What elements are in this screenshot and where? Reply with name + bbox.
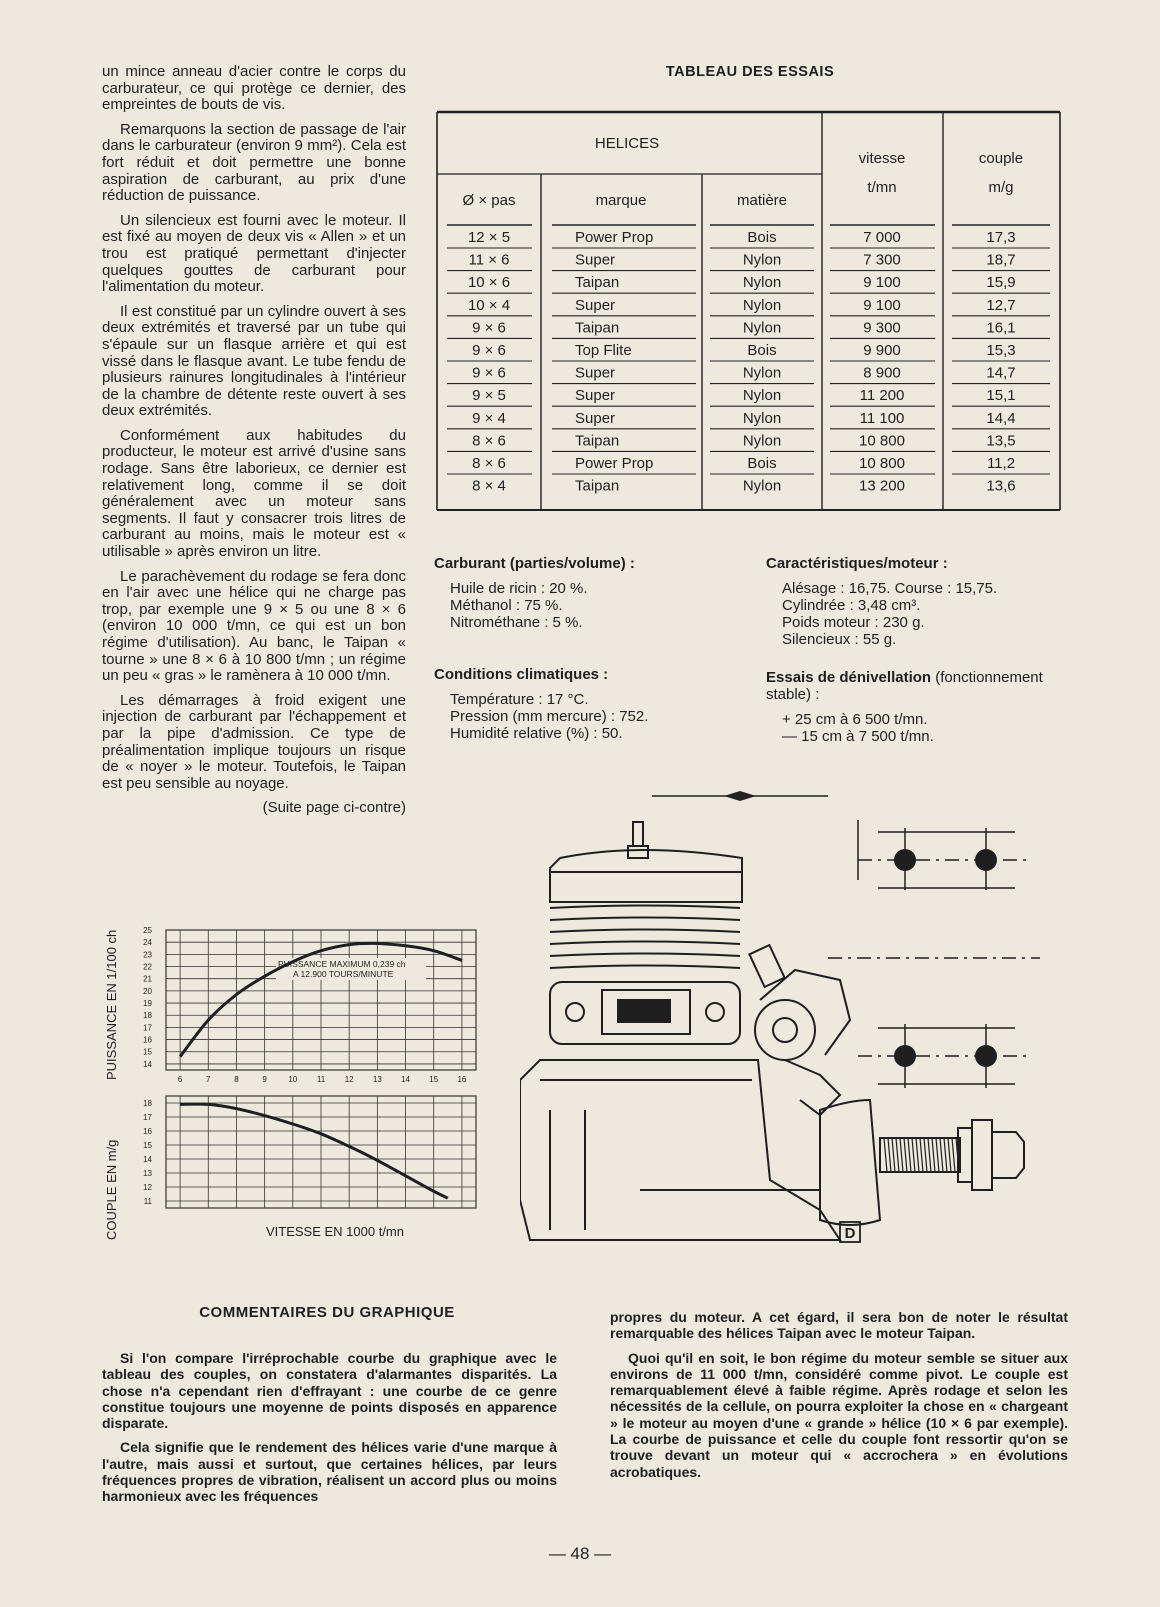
table-cell: Taipan	[575, 432, 620, 450]
table-cell: 9 × 4	[472, 409, 506, 427]
table-cell: Taipan	[575, 274, 620, 292]
table-cell: 10 × 4	[467, 296, 511, 314]
paragraph: Quoi qu'il en soit, le bon régime du moteur semble se situer aux environs de 11 000 t/mn, considéré comme pivot. Le couple est remarquablement élevé à faible régime. Après rodage et selon les nécessités de la cellule, on pourra exploiter la chose en « chargeant » le moteur au moyen d'une « grande » hélice (10 × 6 par exemple). La courbe de puissance et celle du couple font ressortir qu'on se trouve devant un moteur qui « accrochera » en évolutions acrobatiques.	[610, 1349, 1068, 1480]
table-cell: 9 × 5	[472, 387, 506, 405]
y-tick-label: 25	[143, 926, 152, 935]
table-cell: 13 200	[859, 477, 905, 495]
table-cell: 10 800	[859, 432, 905, 450]
x-tick-label: 14	[401, 1075, 410, 1084]
graph-annotation: A 12.900 TOURS/MINUTE	[293, 969, 394, 979]
x-tick-label: 13	[372, 1075, 382, 1084]
table-header-brand: marque	[595, 192, 647, 209]
table-cell: Nylon	[742, 296, 782, 314]
table-cell: Nylon	[742, 319, 782, 337]
y-tick-label: 15	[143, 1141, 152, 1150]
left-column-text	[102, 64, 406, 817]
table-cell: 8 × 4	[472, 477, 506, 495]
y-tick-label: 15	[143, 1047, 152, 1057]
table-cell: 10 × 6	[467, 274, 511, 292]
y-tick-label: 16	[143, 1127, 152, 1136]
table-cell: Nylon	[742, 409, 782, 427]
y-tick-label: 12	[143, 1183, 152, 1192]
torque-curve	[180, 1104, 448, 1198]
specs-item: Cylindrée : 3,48 cm³.	[782, 597, 921, 614]
table-cell: 9 × 6	[472, 342, 506, 359]
table-cell: 9 × 6	[472, 364, 506, 382]
fuel-title: Carburant (parties/volume) :	[434, 555, 635, 572]
table-cell: 9 100	[863, 274, 901, 292]
table-cell: 9 300	[863, 319, 901, 337]
page-number: — 48 —	[548, 1544, 612, 1563]
lower-y-label: COUPLE EN m/g	[104, 1139, 119, 1240]
section-divider	[650, 790, 830, 802]
climate-item: Température : 17 °C.	[450, 691, 589, 708]
y-tick-label: 19	[143, 999, 152, 1009]
paragraph: Cela signifie que le rendement des hélices varie d'une marque à l'autre, mais aussi et surtout, que certaines hélices, par leurs fréquences propres de vibration, réalisent un accord plus ou moins harmonieux avec les fréquences	[102, 1439, 557, 1505]
x-tick-label: 8	[234, 1075, 239, 1084]
table-unit-torque: m/g	[988, 179, 1014, 196]
y-tick-label: 16	[143, 1035, 152, 1045]
y-tick-label: 18	[143, 1011, 152, 1021]
paragraph: un mince anneau d'acier contre le corps du carburateur, ce qui protège ce dernier, des empreintes de bouts de vis.	[102, 63, 406, 114]
table-cell: 18,7	[986, 251, 1016, 269]
table-cell: Super	[575, 387, 616, 405]
table-cell: 7 300	[863, 251, 901, 269]
table-cell: Top Flite	[575, 342, 632, 359]
table-unit-speed: t/mn	[867, 179, 897, 196]
table-header-torque: couple	[978, 150, 1024, 167]
x-tick-label: 9	[262, 1075, 267, 1084]
table-cell: 12 × 5	[467, 229, 511, 246]
table-cell: 16,1	[986, 319, 1016, 337]
table-cell: 11,2	[986, 455, 1016, 472]
table-cell: Bois	[747, 229, 777, 246]
fuel-section	[434, 555, 734, 631]
continuation-note: (Suite page ci-contre)	[262, 799, 406, 817]
table-cell: Nylon	[742, 387, 782, 405]
table-header-diameter: Ø × pas	[462, 192, 516, 209]
y-tick-label: 20	[143, 986, 152, 996]
x-tick-label: 11	[316, 1075, 326, 1084]
tests-table	[430, 108, 1066, 512]
table-cell: Nylon	[742, 274, 782, 292]
x-tick-label: 12	[344, 1075, 354, 1084]
table-cell: 12,7	[986, 296, 1016, 314]
climate-item: Humidité relative (%) : 50.	[450, 725, 623, 742]
table-cell: 13,6	[986, 477, 1016, 495]
y-tick-label: 14	[143, 1155, 152, 1164]
table-header-material: matière	[736, 192, 788, 209]
climate-section	[434, 666, 734, 742]
table-title: TABLEAU DES ESSAIS	[665, 64, 835, 80]
fuel-item: Huile de ricin : 20 %.	[450, 580, 588, 597]
x-tick-label: 15	[429, 1075, 439, 1084]
table-cell: Bois	[747, 455, 777, 472]
table-cell: Nylon	[742, 432, 782, 450]
table-cell: Bois	[747, 342, 777, 359]
table-cell: Nylon	[742, 251, 782, 269]
table-cell: Nylon	[742, 477, 782, 495]
table-cell: Super	[575, 251, 616, 269]
engine-drawing	[520, 820, 1100, 1260]
graph-annotation: PUISSANCE MAXIMUM 0,239 ch	[278, 959, 406, 969]
paragraph: Un silencieux est fourni avec le moteur. Il est fixé au moyen de deux vis « Allen » et un trou est pratiqué permettant d'injecter quelques gouttes de carburant pour l'alimentation du moteur.	[102, 211, 406, 296]
paragraph: Si l'on compare l'irréprochable courbe du graphique avec le tableau des couples, on constatera d'alarmantes disparités. La chose n'a cependant rien d'effrayant : une courbe de ce genre constitue toujours une moyenne de points disposés en apparence disparate.	[102, 1350, 557, 1432]
specs-item: Alésage : 16,75. Course : 15,75.	[782, 580, 998, 597]
table-cell: Super	[575, 409, 616, 427]
table-cell: 10 800	[859, 455, 905, 472]
y-tick-label: 17	[143, 1113, 152, 1122]
table-cell: 7 000	[863, 229, 901, 246]
y-tick-label: 24	[143, 938, 152, 948]
table-cell: 15,3	[986, 342, 1016, 359]
y-tick-label: 17	[143, 1023, 152, 1033]
elevation-item: — 15 cm à 7 500 t/mn.	[782, 728, 934, 745]
specs-item: Silencieux : 55 g.	[782, 631, 897, 648]
x-tick-label: 6	[177, 1075, 183, 1084]
paragraph: Il est constitué par un cylindre ouvert à ses deux extrémités et traversé par un tube qui s'épaule sur un flasque arrière et qui est vissé dans le flasque avant. Le tube fendu de plusieurs rainures longitudinales à l'intérieur de la chambre de détente reste ouvert à ses deux extrémités.	[102, 302, 406, 420]
paragraph: Conformément aux habitudes du producteur, le moteur est arrivé d'usine sans rodage. Sans être laborieux, ce dernier est relativement long, comme il se doit généralement avec un moteur sans segments. Il faut y consacrer trois litres de carburant au moins, mais le moteur est « utilisable » après environ un litre.	[102, 426, 406, 561]
y-tick-label: 11	[143, 1197, 152, 1206]
elevation-title: Essais de dénivellation	[766, 669, 932, 686]
y-tick-label: 23	[143, 950, 152, 960]
upper-y-label: PUISSANCE EN 1/100 ch	[104, 929, 119, 1080]
table-cell: Super	[575, 296, 616, 314]
table-cell: Nylon	[742, 364, 782, 382]
paragraph: Remarquons la section de passage de l'air dans le carburateur (environ 9 mm²). Cela est fort réduit et doit permettre une bonne aspiration de carburant, au prix d'une réduction de puissance.	[102, 120, 406, 205]
elevation-title-rest: (fonctionnement stable) :	[766, 669, 1043, 703]
y-tick-label: 18	[143, 1099, 152, 1108]
climate-title: Conditions climatiques :	[434, 666, 609, 683]
y-tick-label: 21	[143, 974, 152, 984]
commentary-title: COMMENTAIRES DU GRAPHIQUE	[199, 1304, 455, 1321]
table-cell: Super	[575, 364, 616, 382]
elevation-section	[766, 669, 1076, 745]
table-cell: 9 900	[863, 342, 901, 359]
table-cell: 8 × 6	[472, 455, 506, 472]
table-cell: 14,7	[986, 364, 1016, 382]
elevation-item: + 25 cm à 6 500 t/mn.	[782, 711, 928, 728]
table-cell: 15,9	[986, 274, 1016, 292]
table-cell: Taipan	[575, 319, 620, 337]
table-cell: Taipan	[575, 477, 620, 495]
y-tick-label: 13	[143, 1169, 152, 1178]
table-cell: 17,3	[986, 229, 1016, 246]
performance-graph	[100, 920, 500, 1272]
table-cell: 11 100	[859, 409, 905, 427]
table-cell: 9 × 6	[472, 319, 506, 337]
draftsman-logo: D	[844, 1225, 856, 1242]
table-cell: 14,4	[986, 409, 1016, 427]
x-tick-label: 7	[206, 1075, 211, 1084]
table-group-header: HELICES	[594, 135, 660, 152]
commentary-left	[102, 1350, 557, 1513]
paragraph: Les démarrages à froid exigent une injection de carburant par l'échappement et par la pipe d'admission. Ce type de préalimentation implique toujours un risque de « noyer » le moteur. Toutefois, le Taipan est peu sensible au noyage.	[102, 691, 406, 792]
paragraph: Le parachèvement du rodage se fera donc en l'air avec une hélice qui ne charge pas trop, par exemple une 9 × 5 ou une 8 × 6 (environ 10 000 t/mn, ce qui est un bon régime d'utilisation). Au banc, le Taipan « tourne » une 8 × 6 à 10 800 t/mn ; un régime un peu « gras » le ramènera à 10 000 t/mn.	[102, 567, 406, 685]
table-cell: 9 100	[863, 296, 901, 314]
table-cell: 8 × 6	[472, 432, 506, 450]
x-axis-label: VITESSE EN 1000 t/mn	[265, 1224, 405, 1239]
table-cell: 11 × 6	[468, 251, 510, 269]
commentary-right	[610, 1309, 1068, 1488]
engine-specs-section	[766, 555, 1076, 648]
fuel-item: Méthanol : 75 %.	[450, 597, 563, 614]
table-cell: 11 200	[859, 387, 905, 405]
y-tick-label: 22	[143, 962, 152, 972]
table-cell: 8 900	[863, 364, 901, 382]
climate-item: Pression (mm mercure) : 752.	[450, 708, 649, 725]
table-header-speed: vitesse	[858, 150, 906, 167]
specs-title: Caractéristiques/moteur :	[766, 555, 948, 572]
table-cell: 15,1	[986, 387, 1016, 405]
table-cell: Power Prop	[575, 455, 654, 472]
x-tick-label: 10	[288, 1075, 298, 1084]
paragraph: propres du moteur. A cet égard, il sera bon de noter le résultat remarquable des hélices Taipan avec le moteur Taipan.	[610, 1309, 1068, 1342]
fuel-item: Nitrométhane : 5 %.	[450, 614, 583, 631]
table-cell: Power Prop	[575, 229, 654, 246]
y-tick-label: 14	[143, 1059, 152, 1069]
x-tick-label: 16	[457, 1075, 467, 1084]
table-cell: 13,5	[986, 432, 1016, 450]
specs-item: Poids moteur : 230 g.	[782, 614, 925, 631]
